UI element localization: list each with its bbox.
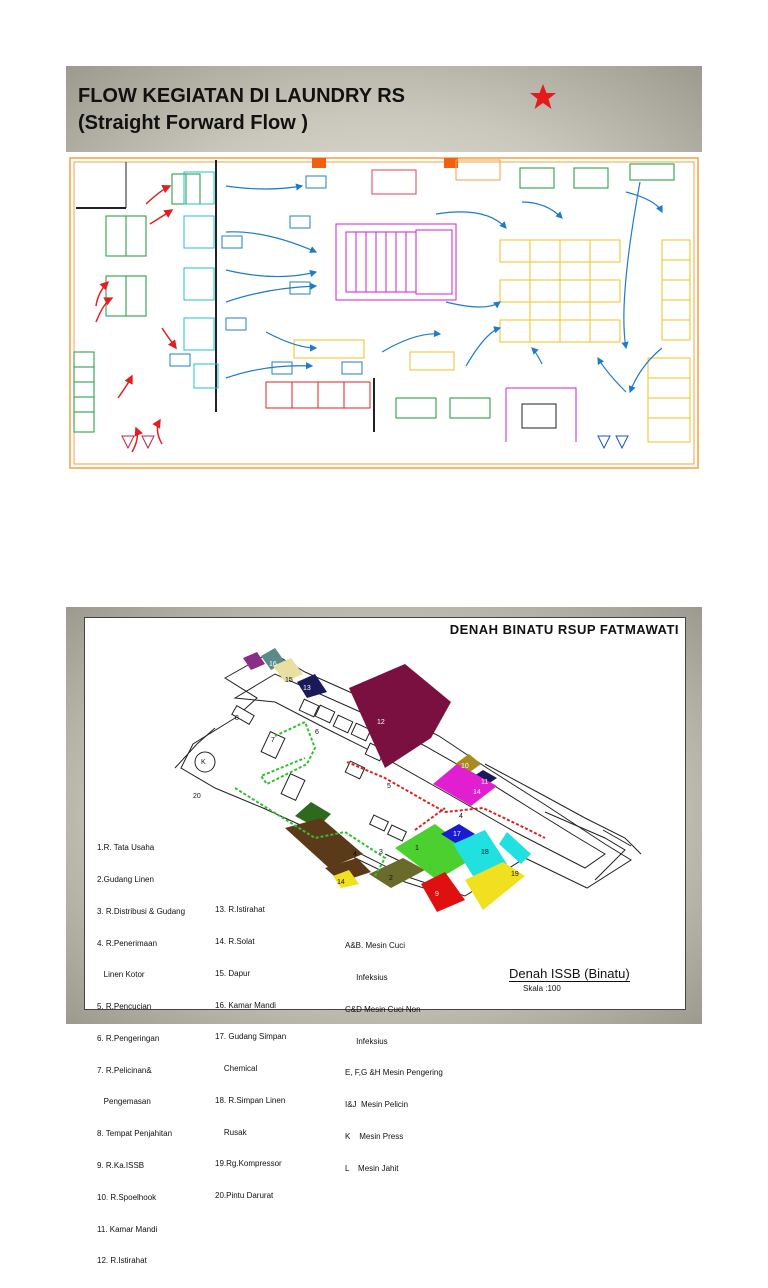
svg-text:8: 8 (235, 715, 239, 722)
legend-item: E, F,G &H Mesin Pengering (345, 1068, 443, 1078)
legend-rooms-1 (97, 822, 185, 1288)
legend-rooms-2 (215, 884, 286, 1223)
svg-text:11: 11 (481, 779, 489, 786)
legend-item: Chemical (215, 1064, 258, 1074)
legend-item: 19.Rg.Kompressor (215, 1159, 282, 1169)
legend-item: Rusak (215, 1127, 247, 1137)
slide1-title-line2: (Straight Forward Flow ) (78, 112, 308, 134)
legend-item: 5. R.Pencucian (97, 1002, 152, 1012)
plan-caption: Denah ISSB (Binatu) (509, 966, 630, 981)
legend-item: 6. R.Pengeringan (97, 1033, 160, 1043)
legend-item: 14. R.Solat (215, 936, 255, 946)
legend-item: 10. R.Spoelhook (97, 1192, 157, 1202)
legend-item: 8. Tempat Penjahitan (97, 1129, 173, 1139)
legend-item: 16. Kamar Mandi (215, 1000, 276, 1010)
plan-scale: Skala :100 (523, 984, 561, 993)
legend-item: 1.R. Tata Usaha (97, 843, 155, 853)
legend-item: 2.Gudang Linen (97, 874, 154, 884)
legend-item: 9. R.Ka.ISSB (97, 1161, 145, 1170)
svg-text:K: K (201, 759, 206, 766)
svg-text:19: 19 (511, 871, 519, 878)
svg-text:13: 13 (303, 685, 311, 692)
legend-item: Linen Kotor (97, 970, 145, 980)
legend-item: I&J Mesin Pelicin (345, 1100, 409, 1110)
svg-text:7: 7 (271, 737, 275, 744)
slide-flow-kegiatan (66, 66, 702, 474)
svg-text:14: 14 (337, 879, 345, 886)
svg-text:16: 16 (269, 661, 277, 668)
svg-text:10: 10 (461, 763, 469, 770)
legend-item: A&B. Mesin Cuci (345, 941, 406, 951)
legend-item: 7. R.Pelicinan& (97, 1065, 152, 1075)
svg-text:4: 4 (459, 813, 463, 820)
svg-text:15: 15 (285, 677, 293, 684)
legend-item: 15. Dapur (215, 968, 251, 978)
legend-item: 17. Gudang Simpan (215, 1032, 287, 1042)
svg-text:9: 9 (345, 821, 349, 828)
binatu-floor-plan (84, 617, 686, 1266)
svg-text:20: 20 (193, 793, 201, 800)
svg-text:1: 1 (415, 845, 419, 852)
star-icon (528, 82, 558, 112)
legend-item: Pengemasan (97, 1097, 151, 1107)
svg-text:14: 14 (473, 789, 481, 796)
legend-item: 11. Kamar Mandi (97, 1224, 158, 1234)
legend-machines (345, 920, 443, 1195)
legend-item: 4. R.Penerimaan (97, 938, 158, 948)
legend-item: 3. R.Distribusi & Gudang (97, 906, 186, 916)
legend-item: 20.Pintu Darurat (215, 1191, 274, 1201)
legend-item: C&D Mesin Cuci Non (345, 1004, 421, 1014)
slide-denah-binatu (66, 607, 702, 1266)
slide1-title-line1: FLOW KEGIATAN DI LAUNDRY RS (78, 85, 406, 107)
svg-text:18: 18 (481, 849, 489, 856)
laundry-floor-plan (66, 152, 702, 474)
svg-text:6: 6 (315, 729, 319, 736)
svg-text:12: 12 (377, 719, 385, 726)
svg-text:2: 2 (389, 875, 393, 882)
legend-item: L Mesin Jahit (345, 1163, 399, 1173)
svg-text:3: 3 (379, 849, 383, 856)
svg-text:9: 9 (435, 891, 439, 898)
legend-item: 18. R.Simpan Linen (215, 1095, 286, 1105)
svg-text:4: 4 (353, 851, 357, 858)
legend-item: 12. R.Istirahat (97, 1256, 147, 1266)
legend-item: Infeksius (345, 1036, 388, 1046)
svg-text:17: 17 (453, 831, 461, 838)
legend-item: Infeksius (345, 972, 388, 982)
legend-item: K Mesin Press (345, 1131, 404, 1141)
legend-item: 13. R.Istirahat (215, 905, 265, 915)
plan-title: DENAH BINATU RSUP FATMAWATI (449, 622, 679, 637)
svg-text:5: 5 (387, 783, 391, 790)
